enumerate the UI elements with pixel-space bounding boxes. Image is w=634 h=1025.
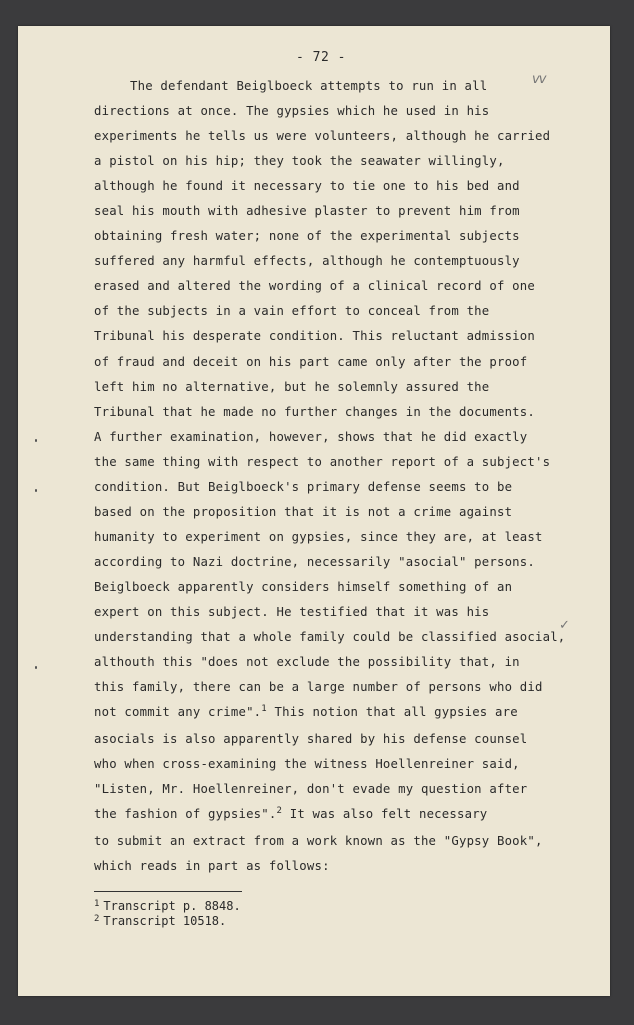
main-text-block <box>94 74 566 880</box>
margin-check-mark-middle: ✓ <box>559 618 570 633</box>
text-line: expert on this subject. He testified that it was his <box>94 604 490 619</box>
footnote-number: 2 <box>94 914 100 924</box>
text-line: Tribunal that he made no further changes in the documents. <box>94 404 535 419</box>
text-fragment: It was also felt necessary <box>282 807 488 822</box>
footnote-text: Transcript 10518. <box>103 914 227 928</box>
text-line: althouth this "does not exclude the possibility that, in <box>94 655 520 670</box>
text-line: based on the proposition that it is not a crime against <box>94 504 513 519</box>
text-line-with-footnote-ref <box>94 802 554 829</box>
text-line: this family, there can be a large number of persons who did <box>94 680 543 695</box>
text-line: Tribunal his desperate condition. This reluctant admission <box>94 329 535 344</box>
text-line: "Listen, Mr. Hoellenreiner, don't evade my question after <box>94 782 528 797</box>
text-fragment: the fashion of gypsies". <box>94 807 277 822</box>
text-line: obtaining fresh water; none of the experimental subjects <box>94 229 520 244</box>
text-line: directions at once. The gypsies which he used in his <box>94 104 490 119</box>
text-line-with-footnote-ref <box>94 700 554 727</box>
footnote <box>94 900 241 915</box>
text-line: Beiglboeck apparently considers himself something of an <box>94 579 513 594</box>
text-line: according to Nazi doctrine, necessarily "asocial" persons. <box>94 554 535 569</box>
text-fragment: This notion that all gypsies are <box>266 705 518 720</box>
text-fragment: not commit any crime". <box>94 705 262 720</box>
footnote-ref: 2 <box>276 806 283 817</box>
text-line: the same thing with respect to another report of a subject's <box>94 454 551 469</box>
text-line: experiments he tells us were volunteers, although he carried <box>94 129 551 144</box>
text-line: which reads in part as follows: <box>94 859 330 874</box>
margin-check-mark-top: vv <box>532 72 546 87</box>
text-line: A further examination, however, shows that he did exactly <box>94 429 528 444</box>
text-line: left him no alternative, but he solemnly assured the <box>94 379 490 394</box>
text-line: suffered any harmful effects, although he contemptuously <box>94 254 520 269</box>
text-line: who when cross-examining the witness Hoellenreiner said, <box>94 757 520 772</box>
text-line: asocials is also apparently shared by his defense counsel <box>94 732 528 747</box>
text-line: The defendant Beiglboeck attempts to run in all <box>130 79 488 93</box>
text-line: seal his mouth with adhesive plaster to prevent him from <box>94 204 520 219</box>
text-line: although he found it necessary to tie one to his bed and <box>94 179 520 194</box>
text-line: erased and altered the wording of a clinical record of one <box>94 279 535 294</box>
margin-speck <box>35 489 37 492</box>
text-line: condition. But Beiglboeck's primary defense seems to be <box>94 479 513 494</box>
text-line: to submit an extract from a work known as the "Gypsy Book", <box>94 834 543 849</box>
page-number: - 72 - <box>296 50 346 65</box>
footnote-ref: 1 <box>261 704 267 715</box>
text-line: humanity to experiment on gypsies, since they are, at least <box>94 529 543 544</box>
margin-speck <box>35 666 37 669</box>
text-line: understanding that a whole family could be classified asocial, <box>94 630 566 645</box>
footnote-number: 1 <box>94 899 100 909</box>
footnote-text: Transcript p. 8848. <box>103 899 241 913</box>
text-line: of the subjects in a vain effort to conceal from the <box>94 304 490 319</box>
document-page <box>18 26 610 996</box>
footnote-divider <box>94 891 242 892</box>
margin-speck <box>35 439 37 442</box>
text-line: of fraud and deceit on his part came only after the proof <box>94 354 528 369</box>
footnote <box>94 915 241 930</box>
text-line: a pistol on his hip; they took the seawater willingly, <box>94 154 505 169</box>
footnotes <box>94 900 241 930</box>
